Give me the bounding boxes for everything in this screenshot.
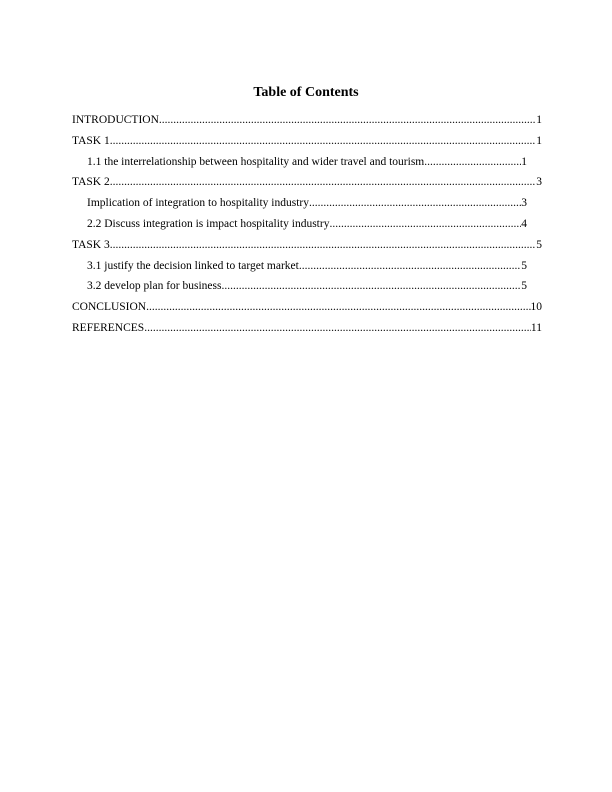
toc-entry-label: Implication of integration to hospitality industry bbox=[87, 197, 309, 210]
toc-entry-label: REFERENCES bbox=[72, 321, 145, 334]
toc-dot-leader bbox=[110, 238, 537, 252]
toc-dot-leader bbox=[110, 175, 537, 189]
toc-dot-leader bbox=[144, 321, 531, 335]
toc-entry-2-2[interactable] bbox=[72, 217, 542, 238]
toc-dot-leader bbox=[424, 155, 521, 169]
toc-dot-leader bbox=[221, 279, 521, 293]
toc-entry-page-number: 1 bbox=[536, 114, 542, 126]
toc-dot-leader bbox=[329, 217, 521, 231]
toc-entry-label: 3.2 develop plan for business bbox=[87, 280, 222, 293]
toc-title: Table of Contents bbox=[253, 85, 359, 100]
toc-entry-label: CONCLUSION bbox=[72, 301, 147, 314]
toc-dot-leader bbox=[309, 196, 521, 210]
toc-entry-label: TASK 1 bbox=[72, 134, 110, 147]
toc-entry-page-number: 11 bbox=[530, 321, 542, 334]
toc-entry-label: 3.1 justify the decision linked to target market bbox=[87, 259, 299, 272]
toc-dot-leader bbox=[146, 300, 530, 314]
toc-entry-label: 1.1 the interrelationship between hospitality and wider travel and tourism bbox=[87, 155, 425, 168]
toc-dot-leader bbox=[299, 259, 521, 273]
toc-entry-page-number: 5 bbox=[536, 238, 542, 251]
toc-entry-introduction[interactable] bbox=[72, 113, 542, 134]
toc-entry-page-number: 3 bbox=[521, 197, 527, 210]
toc-entry-page-number: 1 bbox=[521, 155, 527, 168]
toc-dot-leader bbox=[159, 113, 536, 127]
toc-entry-label: 2.2 Discuss integration is impact hospitality industry bbox=[87, 217, 330, 230]
toc-entry-label: INTRODUCTION bbox=[72, 114, 159, 126]
toc-entry-implication[interactable] bbox=[72, 196, 542, 217]
toc-entry-3-1[interactable] bbox=[72, 259, 542, 280]
toc-entry-3-2[interactable] bbox=[72, 279, 542, 300]
toc-entry-label: TASK 3 bbox=[72, 238, 110, 251]
toc-entry-page-number: 4 bbox=[521, 217, 527, 230]
toc-entry-task-3[interactable] bbox=[72, 238, 542, 259]
toc-entry-label: TASK 2 bbox=[72, 176, 110, 189]
toc-entry-page-number: 3 bbox=[536, 176, 542, 189]
toc-entry-page-number: 10 bbox=[530, 301, 542, 314]
toc-entry-conclusion[interactable] bbox=[72, 300, 542, 321]
toc-entry-page-number: 5 bbox=[521, 280, 527, 293]
toc-entry-page-number: 1 bbox=[536, 134, 542, 147]
toc-entry-page-number: 5 bbox=[521, 259, 527, 272]
toc-entry-task-1[interactable] bbox=[72, 134, 542, 155]
toc-list bbox=[72, 113, 542, 342]
toc-entry-task-2[interactable] bbox=[72, 175, 542, 196]
toc-entry-1-1[interactable] bbox=[72, 155, 542, 176]
toc-dot-leader bbox=[110, 134, 537, 148]
toc-entry-references[interactable] bbox=[72, 321, 542, 342]
